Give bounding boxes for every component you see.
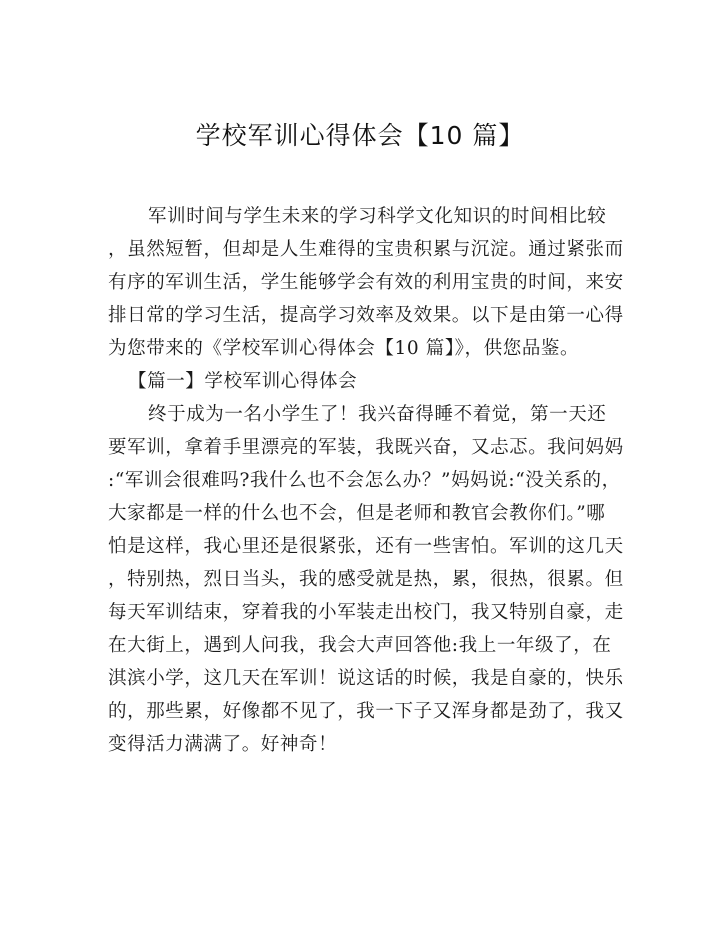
paragraph-line: 每天军训结束，穿着我的小军装走出校门，我又特别自豪，走 bbox=[108, 602, 624, 623]
paragraph-line: ，特别热，烈日当头，我的感受就是热，累，很热，很累。但 bbox=[108, 569, 624, 590]
document-title: 学校军训心得体会【10 篇】 bbox=[195, 121, 525, 150]
paragraph-line: 有序的军训生活，学生能够学会有效的利用宝贵的时间，来安 bbox=[108, 272, 624, 293]
paragraph-line: 为您带来的《学校军训心得体会【10 篇】》，供您品鉴。 bbox=[108, 338, 580, 359]
paragraph-line: 在大街上，遇到人问我，我会大声回答他:我上一年级了，在 bbox=[108, 635, 612, 656]
paragraph-line: 终于成为一名小学生了！我兴奋得睡不着觉，第一天还 bbox=[148, 404, 607, 425]
paragraph-line: 怕是这样，我心里还是很紧张，还有一些害怕。军训的这几天 bbox=[108, 536, 624, 557]
paragraph-line: 的，那些累，好像都不见了，我一下子又浑身都是劲了，我又 bbox=[108, 701, 624, 722]
paragraph-line: 变得活力满满了。好神奇！ bbox=[108, 734, 338, 755]
paragraph-line: ，虽然短暂，但却是人生难得的宝贵积累与沉淀。通过紧张而 bbox=[108, 239, 624, 260]
paragraph-line: 军训时间与学生未来的学习科学文化知识的时间相比较 bbox=[148, 206, 607, 227]
paragraph-line: :“军训会很难吗?我什么也不会怎么办？”妈妈说:“没关系的， bbox=[108, 470, 621, 491]
paragraph-line: 淇滨小学，这几天在军训！说这话的时候，我是自豪的，快乐 bbox=[108, 668, 624, 689]
paragraph-line: 大家都是一样的什么也不会，但是老师和教官会教你们。”哪 bbox=[108, 503, 606, 524]
section-heading: 【篇一】学校军训心得体会 bbox=[128, 371, 358, 392]
paragraph-line: 要军训，拿着手里漂亮的军装，我既兴奋，又忐忑。我问妈妈 bbox=[108, 437, 624, 458]
paragraph-line: 排日常的学习生活，提高学习效率及效果。以下是由第一心得 bbox=[108, 305, 624, 326]
